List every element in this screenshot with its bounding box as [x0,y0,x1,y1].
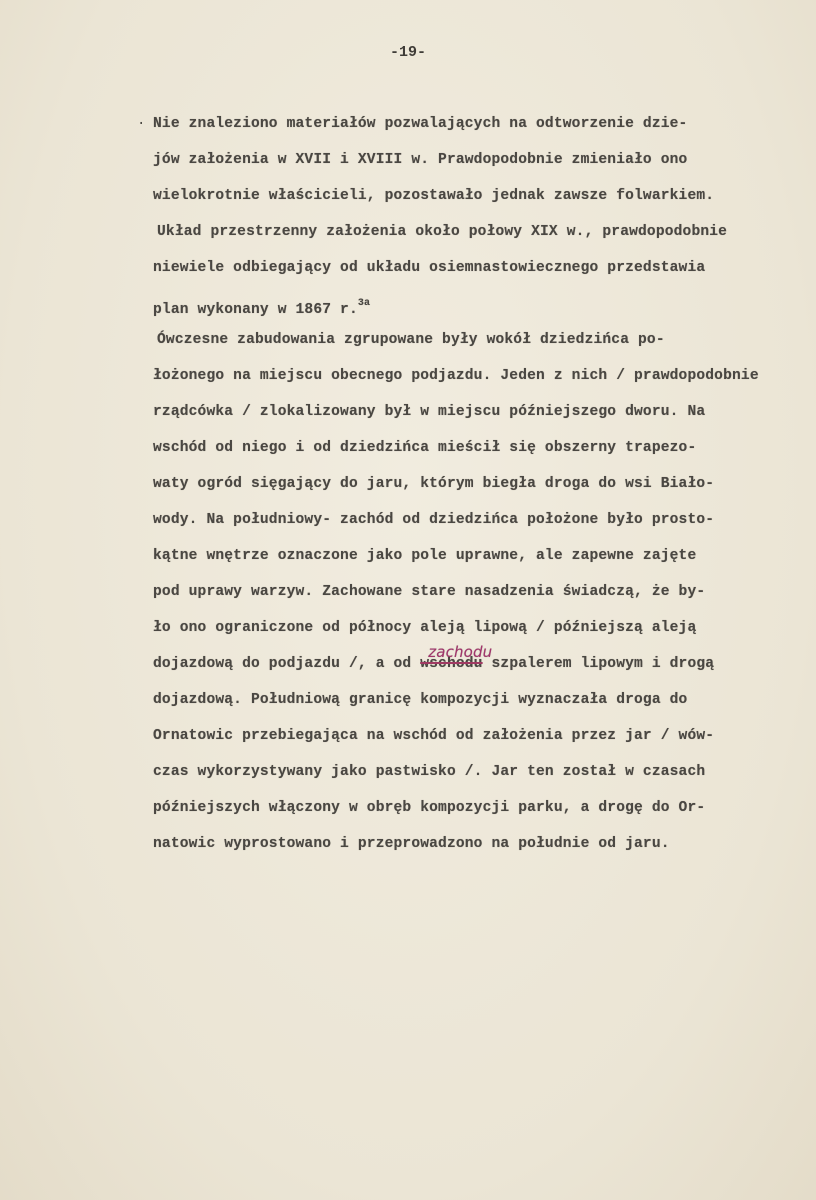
text-line: pod uprawy warzyw. Zachowane stare nasadzenia świadczą, że by- [153,584,706,600]
text-line: wschód od niego i od dziedzińca mieścił się obszerny trapezo- [153,440,697,456]
page-number: -19- [389,44,426,61]
text-line: Ornatowic przebiegająca na wschód od założenia przez jar / wów- [153,728,715,744]
text-line: łożonego na miejscu obecnego podjazdu. Jeden z nich / prawdopodobnie [153,368,759,384]
text-line: natowic wyprostowano i przeprowadzono na południe od jaru. [153,836,670,852]
text-line: wody. Na południowy- zachód od dziedzińca położone było prosto- [153,512,715,528]
text-line [153,286,793,322]
text-line: kątne wnętrze oznaczone jako pole uprawne, ale zapewne zajęte [153,548,697,564]
text-fragment: szpalerem lipowym i drogą [482,656,715,672]
text-line: ło ono ograniczone od północy aleją lipową / późniejszą aleją [153,620,697,636]
text-fragment: dojazdową do podjazdu /, a od [153,656,421,672]
struck-word-text: wschodu [420,656,483,672]
footnote-reference: 3a [357,298,371,309]
handwritten-correction: zachodu [428,643,493,661]
text-line: Nie znaleziono materiałów pozwalających na odtworzenie dzie- [153,116,688,132]
text-line: Układ przestrzenny założenia około połowy XIX w., prawdopodobnie [157,224,728,240]
margin-mark: . [137,113,146,129]
text-line: Ówczesne zabudowania zgrupowane były wokół dziedzińca po- [157,332,665,348]
text-fragment: plan wykonany w 1867 r. [153,302,358,318]
text-line: jów założenia w XVII i XVIII w. Prawdopodobnie zmieniało ono [153,152,688,168]
text-line: wielokrotnie właścicieli, pozostawało jednak zawsze folwarkiem. [153,188,715,204]
text-line-with-correction [153,643,793,682]
text-line: niewiele odbiegający od układu osiemnastowiecznego przedstawia [153,260,706,276]
document-body [153,106,793,862]
text-line: rządcówka / zlokalizowany był w miejscu późniejszego dworu. Na [153,404,706,420]
text-line: dojazdową. Południową granicę kompozycji wyznaczała droga do [153,692,688,708]
struck-word [420,643,493,672]
text-line: późniejszych włączony w obręb kompozycji parku, a drogę do Or- [153,800,706,816]
text-line: czas wykorzystywany jako pastwisko /. Jar ten został w czasach [153,764,706,780]
text-line: waty ogród sięgający do jaru, którym biegła droga do wsi Biało- [153,476,715,492]
